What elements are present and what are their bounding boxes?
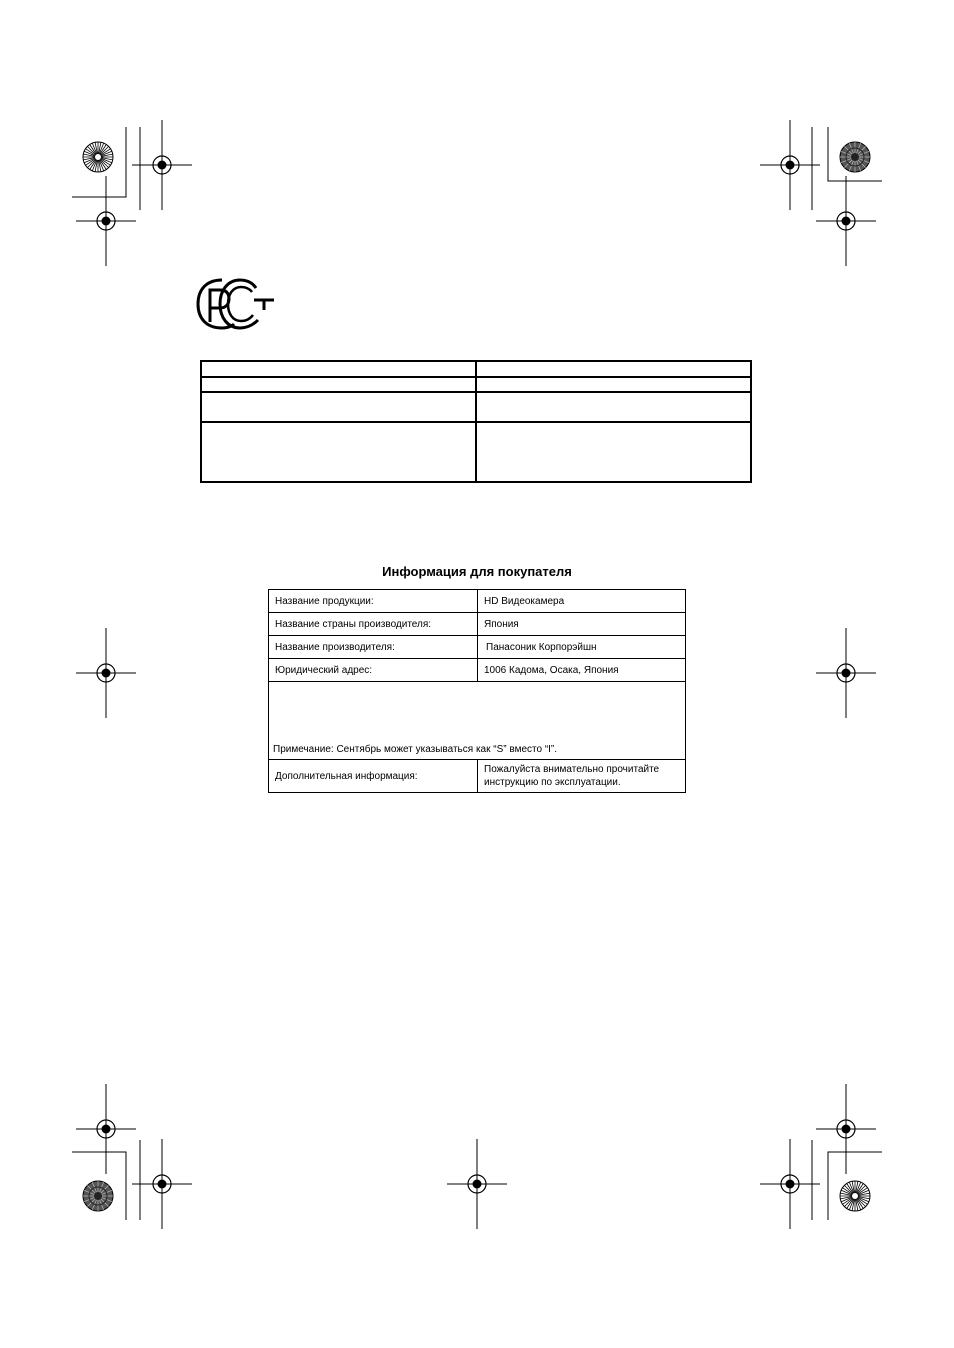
table-row: [269, 613, 686, 636]
info-value: HD Видеокамера: [478, 590, 686, 613]
table-row: [269, 590, 686, 613]
cert-cell: [201, 422, 476, 482]
cert-cell: [201, 377, 476, 392]
rst-certification-logo-icon: [196, 278, 276, 330]
cert-cell: [476, 422, 751, 482]
info-label: Название страны производителя:: [269, 613, 478, 636]
info-label: Юридический адрес:: [269, 659, 478, 682]
info-label: Название продукции:: [269, 590, 478, 613]
info-value: Пожалуйста внимательно прочитайте инструкцию по эксплуатации.: [478, 760, 686, 793]
cert-cell: [476, 377, 751, 392]
cert-cell: [201, 392, 476, 422]
customer-info-table: [268, 589, 686, 793]
info-value: Япония: [478, 613, 686, 636]
info-label: Название производителя:: [269, 636, 478, 659]
table-row: [269, 636, 686, 659]
table-row: [269, 659, 686, 682]
cert-cell: [476, 392, 751, 422]
info-value: Панасоник Корпорэйшн: [478, 636, 686, 659]
note-row: [269, 682, 686, 760]
table-row: [269, 760, 686, 793]
certification-table: [200, 360, 752, 483]
info-label: Дополнительная информация:: [269, 760, 478, 793]
info-title: Информация для покупателя: [382, 564, 572, 579]
note-text: Примечание: Сентябрь может указываться как “S” вместо “I”.: [269, 682, 686, 760]
info-value: 1006 Кадома, Осака, Япония: [478, 659, 686, 682]
cert-cell: [201, 361, 476, 377]
cert-cell: [476, 361, 751, 377]
